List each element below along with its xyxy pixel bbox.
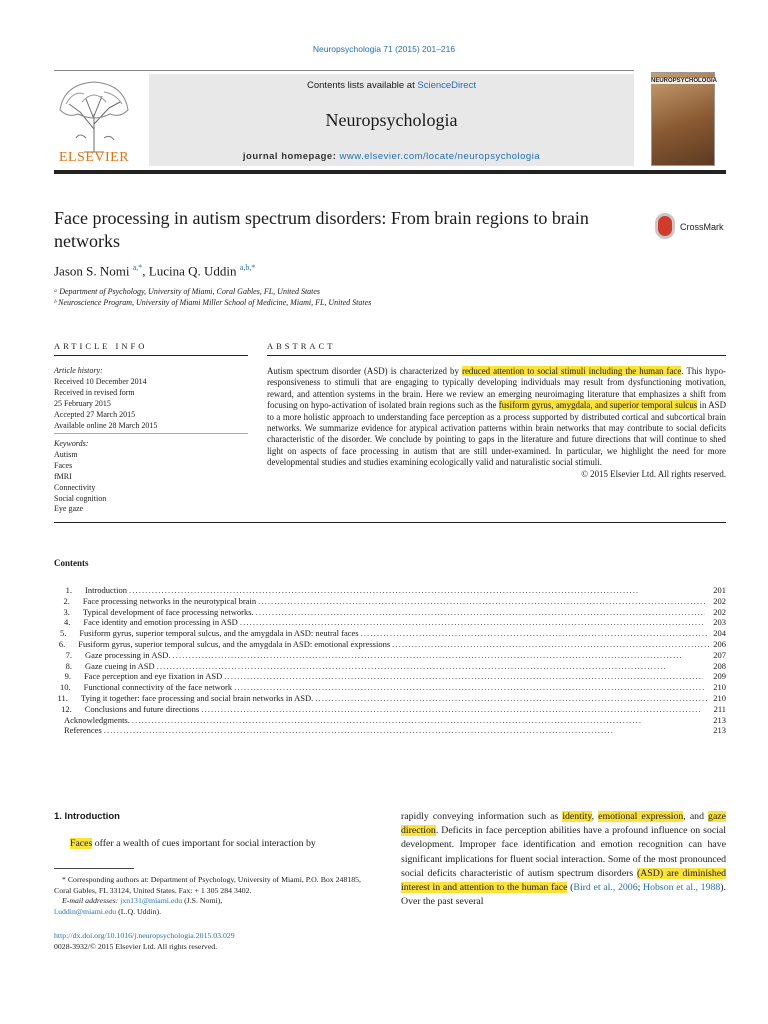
article-title: Face processing in autism spectrum disorders: From brain regions to brain networks	[54, 208, 589, 251]
toc-number[interactable]: 1.	[65, 585, 72, 595]
contents-heading: Contents	[54, 558, 89, 568]
doi-block	[54, 931, 380, 952]
toc-entry[interactable]	[54, 693, 726, 704]
email-link[interactable]: l.uddin@miami.edu	[54, 906, 117, 916]
author-name[interactable]: Lucina Q. Uddin	[148, 263, 237, 279]
toc-entry[interactable]	[54, 628, 726, 639]
toc-entry[interactable]	[54, 596, 726, 607]
footnotes	[54, 875, 380, 917]
contents-available-line	[149, 80, 634, 91]
keyword: Connectivity	[54, 482, 96, 492]
email-owner: (L.Q. Uddin).	[116, 906, 162, 916]
contents-prefix: Contents lists available at	[307, 80, 418, 91]
toc-page[interactable]: 202	[713, 595, 726, 606]
toc-title[interactable]: Conclusions and future directions	[84, 703, 200, 714]
toc-dots	[361, 628, 709, 639]
toc-number[interactable]: 6.	[58, 638, 66, 649]
toc-title[interactable]: References	[64, 725, 102, 736]
toc-page[interactable]: 201	[713, 585, 726, 595]
toc-title[interactable]: Gaze cueing in ASD	[85, 660, 155, 671]
toc-page[interactable]: 213	[713, 725, 726, 736]
crossmark-label[interactable]: CrossMark	[680, 222, 724, 232]
toc-number[interactable]: 2.	[63, 595, 70, 606]
abstract-segment: in ASD to a more holistic approach to understanding face perception as a process supported by distributed cortical and subcortical brain networks. We summarize evidence for atypical activation patterns within brain networks that may contribute to social deficits characteristic of the disorder. We conclude by pointing to gaps in the literature and future directions that will continue to shed light on aspects of face processing in autism that are still under-examined. In particular, we highlight the need for more developmental studies and studies examining ecologically valid and naturalistic social stimuli.	[267, 400, 726, 468]
highlight: identity	[562, 811, 592, 822]
abstract-segment: . This hypo-responsiveness to stimuli that are engaging to typically developing individuals may result from dysfunctioning motivation, reward, and attention systems in the brain. Here we review an emerging neuroimaging literature that emphasizes a shift from focusing on hypo-activation of isolated brain regions such as the	[267, 366, 726, 411]
intro-paragraph-left	[54, 837, 380, 851]
doi-link[interactable]: http://dx.doi.org/10.1016/j.neuropsychologia.2015.03.029	[54, 931, 235, 940]
intro-text: (	[567, 882, 574, 894]
cover-title: NEUROPSYCHOLOGIA	[651, 78, 718, 84]
highlight: fusiform gyrus, amygdala, and superior temporal sulcus	[498, 400, 698, 411]
journal-name: Neuropsychologia	[325, 110, 458, 130]
author-marks[interactable]: a,*	[132, 263, 143, 272]
issn-line: 0028-3932/© 2015 Elsevier Ltd. All rights reserved.	[54, 941, 218, 951]
toc-page[interactable]: 210	[713, 682, 726, 693]
author-list: Jason S. Nomi $^{a,*}$, Lucina Q. Uddin $^{a,b,*}$	[54, 263, 256, 279]
toc-entry[interactable]	[54, 715, 726, 726]
toc-title[interactable]: Introduction	[85, 585, 128, 595]
toc-title[interactable]: Face identity and emotion processing in ASD	[83, 617, 238, 628]
toc-page[interactable]: 210	[713, 692, 726, 703]
toc-entry[interactable]	[54, 650, 726, 661]
toc-entry[interactable]	[54, 661, 726, 672]
toc-page[interactable]: 213	[713, 714, 726, 725]
journal-homepage-line	[149, 151, 634, 162]
header-thick-rule	[54, 170, 726, 174]
email-owner: (J.S. Nomi),	[182, 896, 223, 905]
toc-entry[interactable]	[54, 585, 726, 596]
history-item: Available online 28 March 2015	[54, 420, 158, 430]
sciencedirect-link[interactable]: ScienceDirect	[417, 80, 476, 91]
keyword: Eye gaze	[54, 504, 84, 514]
highlight: reduced attention to social stimuli including the human face	[462, 366, 682, 376]
toc-dots	[234, 682, 704, 693]
keyword: Faces	[54, 460, 73, 470]
abstract-text	[267, 366, 726, 480]
journal-citation[interactable]: Neuropsychologia 71 (2015) 201–216	[312, 44, 456, 54]
author-name[interactable]: Jason S. Nomi	[54, 263, 130, 279]
intro-text: offer a wealth of cues important for social interaction by	[92, 838, 316, 849]
keyword: Autism	[54, 449, 78, 459]
history-item: 25 February 2015	[54, 398, 111, 408]
toc-title[interactable]: Face processing networks in the neurotypical brain	[82, 595, 257, 606]
elsevier-wordmark: ELSEVIER	[58, 150, 130, 165]
toc-page[interactable]: 209	[713, 671, 726, 682]
toc-number[interactable]: 5.	[59, 628, 67, 639]
toc-number[interactable]: 10.	[60, 682, 71, 693]
footnote-rule	[54, 868, 134, 869]
toc-title[interactable]: Functional connectivity of the face network	[83, 682, 233, 693]
toc-title[interactable]: Tying it together: face processing and social brain networks in ASD.	[80, 692, 314, 703]
toc-number[interactable]: 3.	[63, 606, 70, 617]
corresponding-author-note: * Corresponding authors at: Department of Psychology, University of Miami, P.O. Box 248185, Coral Gables, FL 33124, United States. Fax: + 1 305 284 3402.	[54, 875, 361, 895]
email-line	[54, 907, 380, 918]
intro-paragraph-right	[401, 810, 726, 909]
history-item: Received 10 December 2014	[54, 376, 147, 386]
citation-link[interactable]: Hobson et al., 1988	[643, 882, 721, 894]
homepage-label: journal homepage:	[242, 151, 337, 162]
intro-text: ;	[637, 882, 644, 894]
divider	[54, 355, 248, 356]
toc-page[interactable]: 208	[713, 660, 726, 671]
toc-dots	[172, 650, 702, 661]
history-item: Received in revised form	[54, 387, 135, 397]
crossmark-icon[interactable]	[655, 213, 675, 239]
toc-page[interactable]: 204	[713, 628, 726, 639]
toc-page[interactable]: 203	[713, 617, 726, 628]
toc-title[interactable]: Typical development of face processing networks.	[82, 606, 254, 617]
toc-entry[interactable]	[54, 682, 726, 693]
highlight: emotional expression	[598, 811, 684, 822]
history-label: Article history:	[54, 366, 103, 375]
affiliation-b: ᵇ Neuroscience Program, University of Miami Miller School of Medicine, Miami, FL, United States	[54, 298, 372, 307]
toc-title[interactable]: Acknowledgments.	[64, 714, 130, 725]
section-heading-introduction: 1. Introduction	[54, 811, 120, 822]
toc-page[interactable]: 202	[713, 606, 726, 617]
toc-number[interactable]: 8.	[65, 660, 72, 671]
homepage-link[interactable]: www.elsevier.com/locate/neuropsychologia	[339, 151, 541, 162]
toc-entry[interactable]	[54, 671, 726, 682]
toc-dots	[258, 596, 705, 607]
toc-title[interactable]: Fusiform gyrus, superior temporal sulcus, and the amygdala in ASD: emotional expressions	[78, 638, 391, 649]
toc-dots	[157, 661, 702, 672]
divider	[54, 522, 726, 523]
toc-title[interactable]: Gaze processing in ASD.	[85, 649, 171, 660]
highlight: (ASD) are diminished interest in and attention to the human face	[401, 867, 727, 894]
intro-text: , and	[683, 811, 709, 822]
history-item: Accepted 27 March 2015	[54, 409, 136, 419]
intro-text: rapidly conveying information such as	[401, 811, 563, 822]
toc-number[interactable]: 11.	[57, 692, 68, 703]
toc-page[interactable]: 211	[713, 703, 726, 714]
divider	[54, 433, 248, 434]
keyword: Social cognition	[54, 493, 107, 503]
toc-entry[interactable]	[54, 725, 726, 736]
keywords-label: Keywords:	[54, 439, 89, 448]
toc-title[interactable]: Face perception and eye fixation in ASD	[83, 671, 223, 682]
affiliation-a: ᵃ Department of Psychology, University of Miami, Coral Gables, FL, United States	[54, 287, 321, 296]
article-info-heading: ARTICLE INFO	[54, 341, 148, 351]
journal-cover-image	[651, 72, 718, 166]
keywords-list	[54, 439, 248, 515]
toc-dots	[104, 725, 702, 736]
intro-text: ). Over the past several	[401, 882, 726, 908]
highlight: gaze direction	[401, 811, 726, 837]
author-marks[interactable]: a,b,*	[239, 263, 256, 272]
toc-number[interactable]: 7.	[65, 649, 72, 660]
toc-dots	[129, 585, 702, 596]
toc-number[interactable]: 4.	[64, 617, 71, 628]
toc-dots	[256, 607, 705, 618]
toc-dots	[240, 617, 704, 628]
highlight: Faces	[70, 838, 93, 849]
abstract-copyright: © 2015 Elsevier Ltd. All rights reserved.	[581, 468, 726, 479]
toc-dots	[392, 639, 710, 650]
intro-text: ,	[591, 811, 599, 822]
email-label: E-mail addresses:	[62, 896, 119, 905]
email-link[interactable]: jxn131@miami.edu	[120, 896, 183, 905]
abstract-segment: Autism spectrum disorder (ASD) is characterized by	[267, 366, 463, 376]
toc-page[interactable]: 207	[713, 649, 726, 660]
toc-title[interactable]: Fusiform gyrus, superior temporal sulcus, and the amygdala in ASD: neutral faces	[79, 628, 359, 639]
citation-link[interactable]: Bird et al., 2006	[573, 882, 638, 894]
email-line	[54, 896, 380, 907]
toc-dots	[224, 671, 703, 682]
toc-dots	[201, 704, 702, 715]
toc-dots	[315, 693, 707, 704]
article-history	[54, 366, 248, 431]
toc-entry[interactable]	[54, 704, 726, 715]
toc-number[interactable]: 12.	[61, 703, 72, 714]
intro-text: . Deficits in face perception abilities have a profound influence on social development. Improper face identification and emotion recognition can have significant implications for fluent social interaction. Some of the most pronounced social deficits characteristic of autism spectrum disorders	[401, 825, 726, 879]
divider	[267, 355, 726, 356]
table-of-contents	[54, 585, 726, 736]
toc-entry[interactable]	[54, 607, 726, 618]
toc-number[interactable]: 9.	[64, 671, 71, 682]
header-rule	[54, 70, 634, 71]
toc-entry[interactable]	[54, 639, 726, 650]
keyword: fMRI	[54, 471, 72, 481]
abstract-heading: ABSTRACT	[267, 341, 336, 351]
toc-dots	[132, 715, 702, 726]
toc-entry[interactable]	[54, 617, 726, 628]
toc-page[interactable]: 206	[713, 638, 727, 649]
